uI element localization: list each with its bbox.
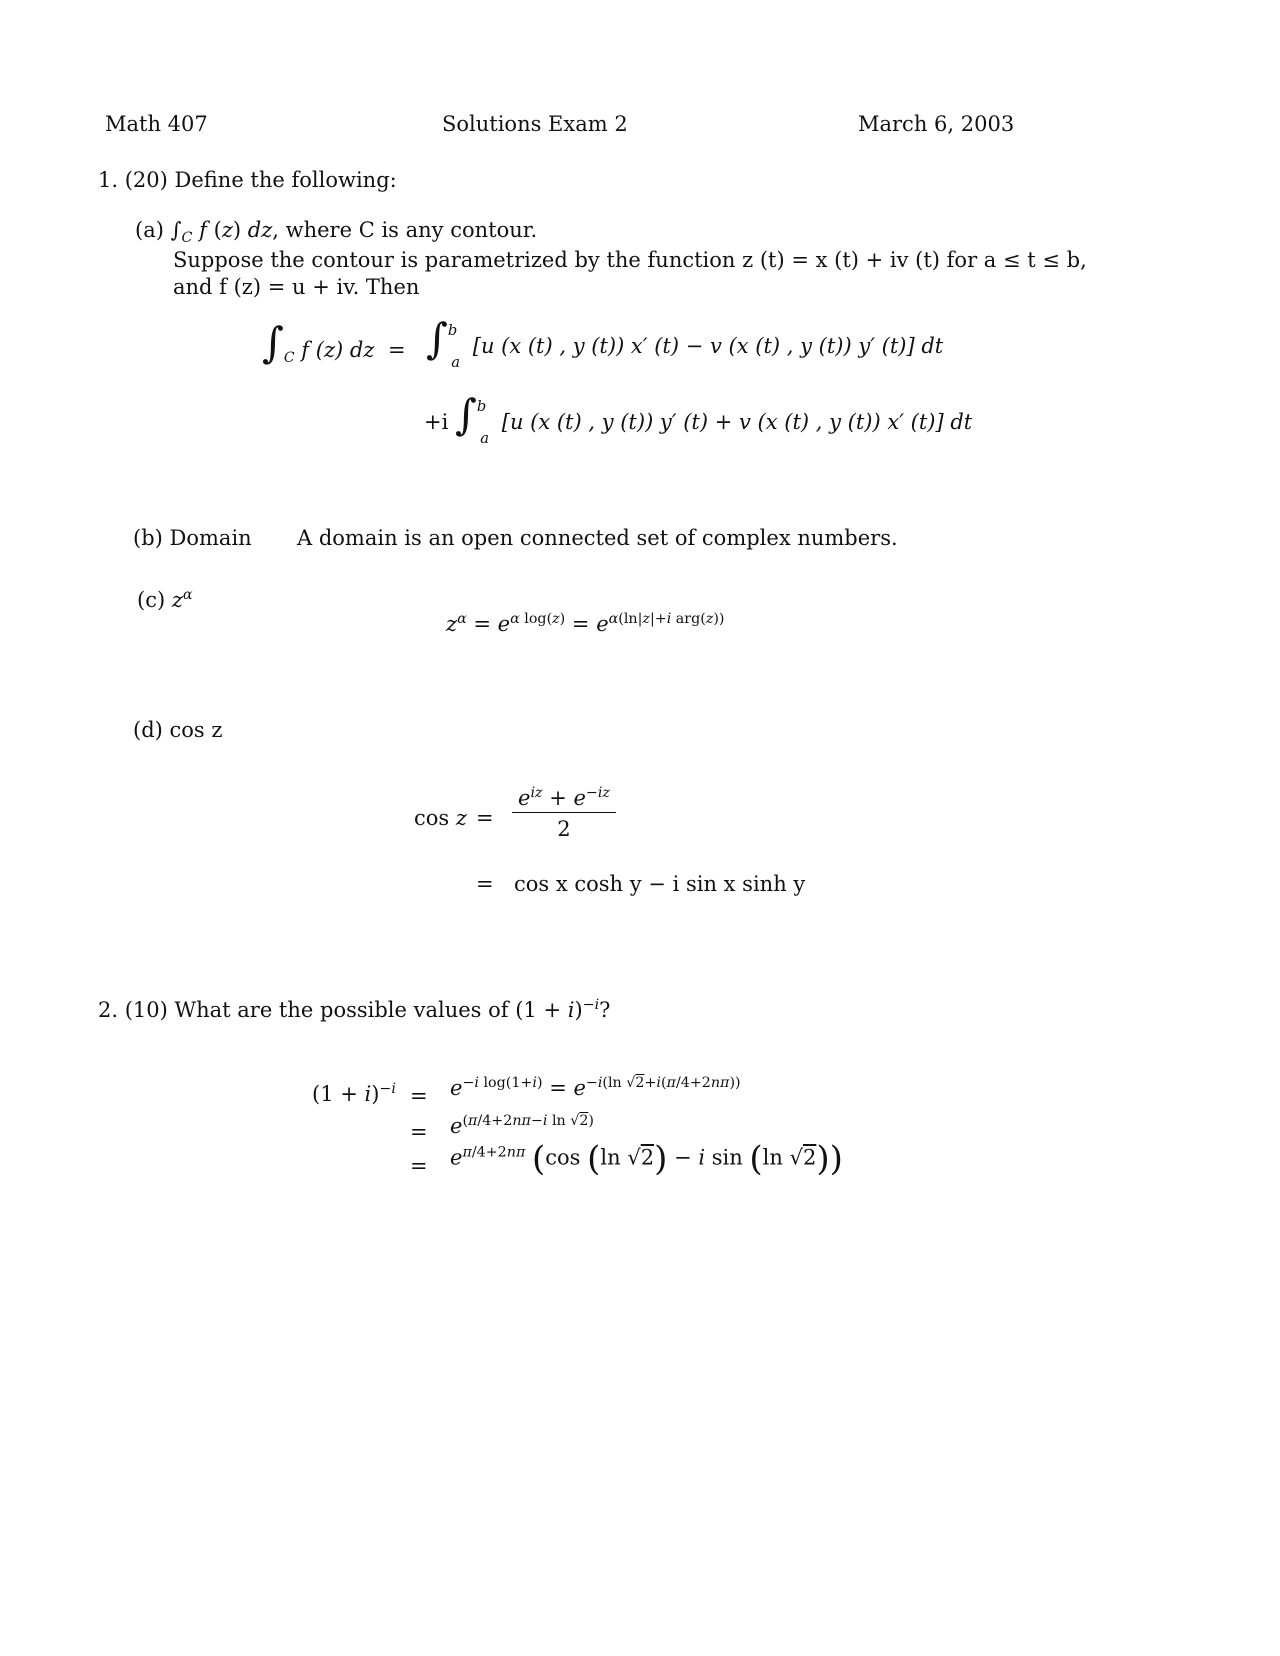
integral-sign: ∫ [455,390,477,439]
part-c-heading [137,588,193,612]
part-b-heading [133,526,252,550]
course-name: Math 407 [105,112,208,136]
exam-date: March 6, 2003 [858,112,1015,136]
part-b-term: Domain [169,526,252,550]
problem-1-points: (20) [124,168,168,192]
problem-2-number: 2. [98,998,119,1022]
integrand-imag-part: [u (x (t) , y (t)) y′ (t) + v (x (t) , y (t)) x′ (t)] dt [501,410,973,434]
part-b-label: (b) [133,526,163,550]
equals-sign: = [410,1154,428,1178]
problem-1-heading [98,168,397,192]
document-title: Solutions Exam 2 [442,112,628,136]
integral-equation-lhs: $\int_C$ f (z) dz [262,318,375,367]
integral-sign: ∫ [426,314,448,363]
cosz-expanded: cos x cosh y − i sin x sinh y [514,872,806,896]
part-a-heading [135,218,538,247]
power-step-1: $e^{-i log(1+i)} = e^{-i(ln √2+i(\pi/4+2n\pi))}$ [450,1075,741,1100]
problem-2-points: (10) [124,998,168,1022]
problem-2-prompt: What are the possible values of [174,998,509,1022]
z-alpha-term: $z^\alpha$ [171,587,193,612]
part-a-text-line-1: Suppose the contour is parametrized by the function z (t) = x (t) + iv (t) for a ≤ t ≤ b, [173,248,1087,272]
equals-sign: = [476,806,494,830]
power-step-3: $e^{\pi/4+2n\pi}$ (cos (ln √2) − i sin (ln √2)) [450,1139,843,1179]
cosz-lhs: cos z [414,806,467,830]
cosz-fraction: $\frac{e^{iz} + e^{-iz}}{2}$ [512,786,616,841]
part-a-heading-rest: , where C is any contour. [272,218,538,242]
part-d-term: cos z [169,718,223,742]
part-d-label: (d) [133,718,163,742]
domain-definition: A domain is an open connected set of complex numbers. [297,526,898,550]
z-alpha-equation: $z^\alpha = e^{\alpha log(z)} = e^{\alpha(ln|z|+i arg(z))}$ [446,611,725,636]
problem-1-prompt: Define the following: [174,168,397,192]
integral-equation-rhs-1: ∫$^b_a$ [u (x (t) , y (t)) x′ (t) − v (x (t) , y (t)) y′ (t)] dt [426,314,944,371]
plus-i: +i [424,410,449,434]
problem-2-heading [98,998,610,1022]
problem-2-expression: $(1 + i)^{-i}$? [515,997,611,1022]
equals-sign: = [410,1120,428,1144]
part-d-heading [133,718,222,742]
part-a-text-line-2: and f (z) = u + iv. Then [173,275,420,299]
equals-sign: = [476,872,494,896]
integral-sign: ∫ [262,318,284,367]
equals-sign: = [388,338,406,362]
integral-equation-rhs-2: +i ∫$^b_a$ [u (x (t) , y (t)) y′ (t) + v (x (t) , y (t)) x′ (t)] dt [424,390,973,447]
power-lhs: $(1 + i)^{-i}$ [312,1081,396,1106]
integral-lhs-text: f (z) dz [301,338,375,362]
power-step-2: $e^{(\pi/4+2n\pi-i ln √2)}$ [450,1113,594,1138]
part-a-label: (a) [135,218,164,242]
contour-integral-symbol: $\int_C$ f (z) dz [170,218,273,247]
problem-1-number: 1. [98,168,119,192]
equals-sign: = [410,1084,428,1108]
integrand-real-part: [u (x (t) , y (t)) x′ (t) − v (x (t) , y (t)) y′ (t)] dt [472,334,944,358]
part-c-label: (c) [137,588,166,612]
